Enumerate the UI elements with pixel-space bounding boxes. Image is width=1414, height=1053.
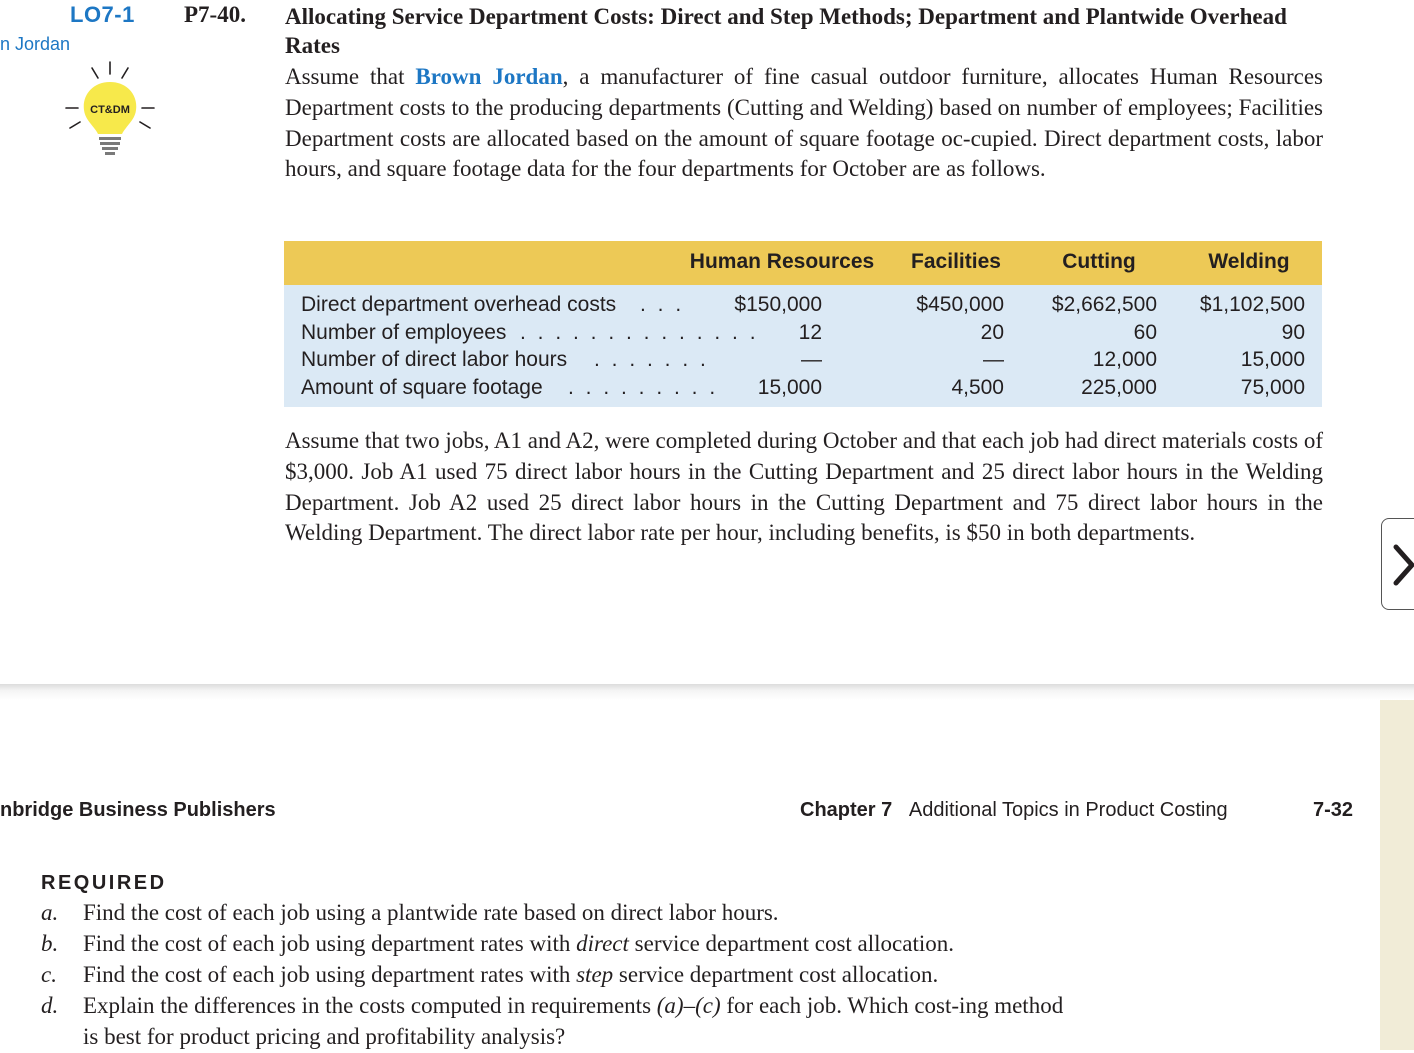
chapter-running-head — [800, 799, 1228, 822]
learning-objective-label: LO7-1 — [70, 2, 135, 27]
table-row-label: Number of employees — [301, 321, 507, 344]
next-page-button[interactable] — [1381, 518, 1414, 610]
problem-number: P7-40. — [184, 2, 246, 27]
chevron-right-icon — [1382, 519, 1414, 611]
col-header-welding: Welding — [1208, 250, 1290, 273]
table-cell: $150,000 — [734, 293, 822, 316]
table-cell: $1,102,500 — [1199, 293, 1305, 316]
chapter-label: Chapter 7 — [800, 799, 893, 821]
intro-paragraph: Assume that Brown Jordan, a manufacturer of fine casual outdoor furniture, allocates Human Resources Department costs to the producing departments (Cutting and Welding) based on number of employees; Facilities Department costs are allocated based on the amount of square footage oc-cupied. Direct department costs, labor hours, and square footage data for the four departments for October are as follows. — [285, 64, 1324, 182]
col-header-human-resources: Human Resources — [689, 250, 875, 273]
table-cell: 12 — [798, 321, 822, 344]
leader-dots: . . . . . . . . . — [568, 376, 719, 399]
lightbulb-icon — [62, 58, 158, 158]
company-link[interactable]: Brown Jordan — [415, 64, 563, 89]
table-cell: 20 — [980, 321, 1004, 344]
table-cell: — — [983, 348, 1004, 371]
table-cell: 4,500 — [951, 376, 1004, 399]
table-cell: 225,000 — [1081, 376, 1157, 399]
leader-dots: . . . . . . . . . . . . . . — [520, 321, 759, 344]
required-heading: REQUIRED — [41, 872, 167, 894]
table-row-label: Number of direct labor hours — [301, 348, 568, 371]
table-cell: 60 — [1133, 321, 1157, 344]
leader-dots: . . . — [640, 293, 685, 316]
table-cell: — — [801, 348, 822, 371]
jobs-paragraph: Assume that two jobs, A1 and A2, were completed during October and that each job had direct materials costs of $3,000. Job A1 used 75 direct labor hours in the Cutting Department and 25 direct labor hours in the Welding Department. Job A2 used 25 direct labor hours in the Cutting Department and 75 direct labor hours in the Welding Department. The direct labor rate per hour, including benefits, is $50 in both departments. — [285, 428, 1323, 546]
company-margin-tag: n Jordan — [0, 34, 71, 54]
side-margin-strip — [1380, 700, 1414, 1050]
table-row-label: Direct department overhead costs — [301, 293, 617, 316]
page-divider — [0, 684, 1414, 700]
table-cell: $450,000 — [916, 293, 1004, 316]
table-header-row — [284, 241, 1322, 285]
chapter-title: Additional Topics in Product Costing — [908, 799, 1228, 821]
table-cell: 90 — [1281, 321, 1305, 344]
col-header-cutting: Cutting — [1062, 250, 1136, 273]
ctdm-badge: CT&DM — [90, 104, 130, 116]
table-cell: 75,000 — [1240, 376, 1305, 399]
problem-title: Allocating Service Department Costs: Direct and Step Methods; Department and Plantwide Overhead Rates — [285, 4, 1287, 58]
leader-dots: . . . . . . . — [594, 348, 709, 371]
department-data-table — [284, 241, 1322, 407]
table-row-label: Amount of square footage — [301, 376, 543, 399]
table-cell: 12,000 — [1092, 348, 1157, 371]
publisher-name: nbridge Business Publishers — [0, 799, 276, 821]
table-body — [284, 285, 1322, 407]
col-header-facilities: Facilities — [911, 250, 1001, 273]
table-cell: $2,662,500 — [1051, 293, 1157, 316]
page-number: 7-32 — [1313, 799, 1354, 821]
table-cell: 15,000 — [757, 376, 822, 399]
table-cell: 15,000 — [1240, 348, 1305, 371]
